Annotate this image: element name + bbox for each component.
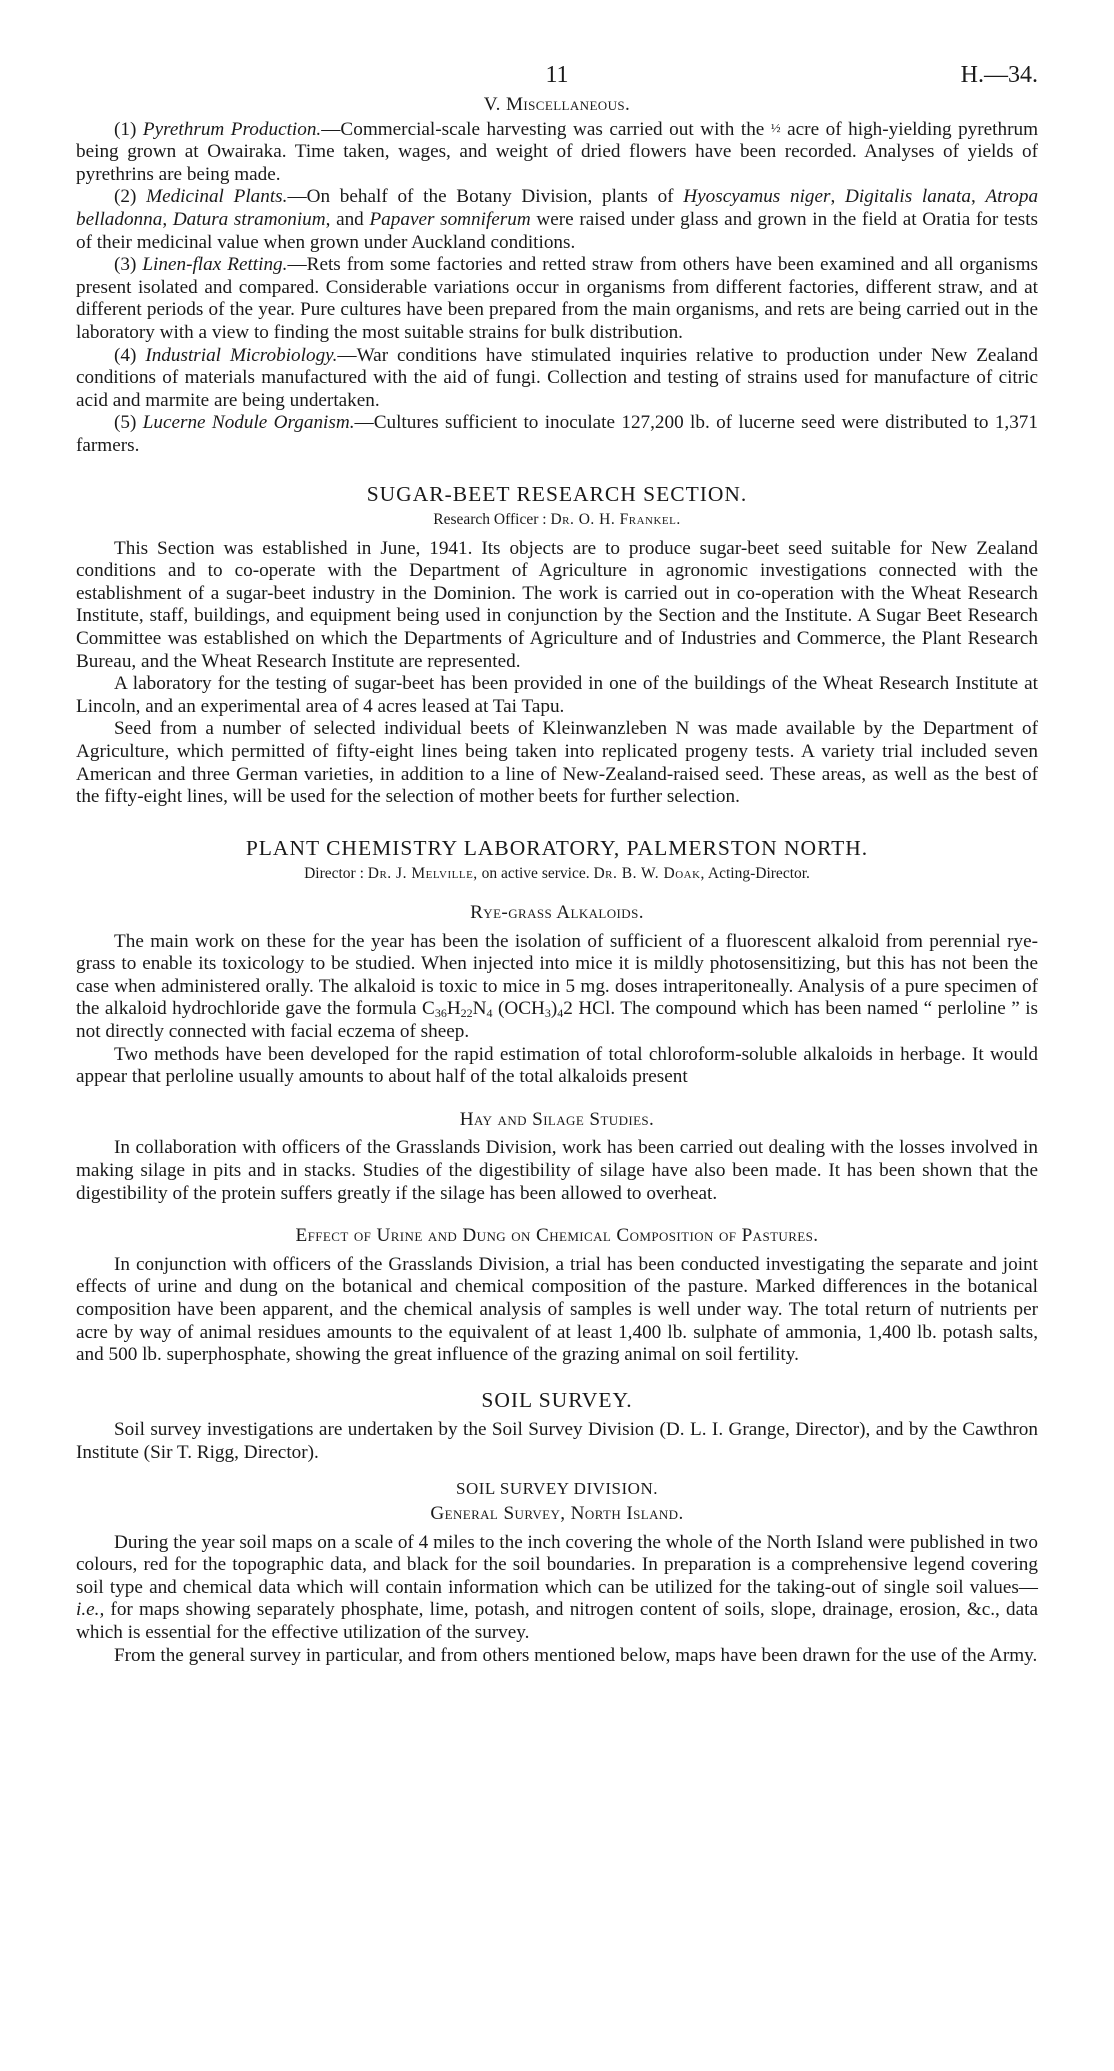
misc-item-2: (2) Medicinal Plants.—On behalf of the Botany Division, plants of Hyoscyamus niger, Digitalis lanata, Atropa belladonna, Datura stramonium, and Papaver somniferum were raised under glass and grown in the field at Oratia for tests of their medicinal value when grown under Auckland conditions. <box>76 186 1039 253</box>
fraction-half: ½ <box>770 119 781 135</box>
plantchem-staff: Director : Dr. J. Melville, on active service. Dr. B. W. Doak, Acting-Director. <box>304 865 810 883</box>
urine-para-1: In conjunction with officers of the Grasslands Division, a trial has been conducted investigating the separate and joint effects of urine and dung on the botanical and chemical composition of the pasture. Marked differences in the botanical composition have been apparent, and the chemical analysis of samples is well under way. The total return of nutrients per acre by way of animal residues amounts to the equivalent of at least 1,400 lb. sulphate of ammonia, 1,400 lb. potash salts, and 500 lb. superphosphate, showing the great influence of the grazing animal on soil fertility. <box>76 1253 1038 1366</box>
soil-para-3: From the general survey in particular, and from others mentioned below, maps have been drawn for the use of the Army. <box>114 1644 1038 1666</box>
soil-para-2: During the year soil maps on a scale of 4 miles to the inch covering the whole of the North Island were published in two colours, red for the topographic data, and black for the soil boundaries. In preparation is a comprehensive legend covering soil type and chemical data which will contain information which can be utilized for the taking-out of single soil values—i.e., for maps showing separately phosphate, lime, potash, and nitrogen content of soils, slope, drainage, erosion, &c., data which is essential for the effective utilization of the survey. <box>76 1531 1038 1644</box>
misc-item-5-title: Lucerne Nodule Organism. <box>142 412 355 434</box>
misc-item-5: (5) Lucerne Nodule Organism.—Cultures sufficient to inoculate 127,200 lb. of lucerne seed were distributed to 1,371 farmers. <box>76 412 1038 456</box>
misc-item-3: (3) Linen-flax Retting.—Rets from some factories and retted straw from others have been examined and all organisms present isolated and compared. Considerable variations occur in organisms from different factories, different straw, and at different periods of the year. Pure cultures have been prepared from the main organisms, and rets are being carried out in the laboratory with a view to finding the most suitable strains for bulk distribution. <box>76 254 1039 343</box>
misc-heading: V. Miscellaneous. <box>483 94 631 115</box>
sugarbeet-para-2: A laboratory for the testing of sugar-beet has been provided in one of the buildings of the Wheat Research Institute at Lincoln, and an experimental area of 4 acres leased at Tai Tapu. <box>76 673 1038 717</box>
chemical-formula: $C_{36}H_{22}N_4$ $(OCH_3)_42$ HCl. <box>422 998 616 1021</box>
plant-name: Digitalis lanata <box>845 186 971 208</box>
hay-heading: Hay and Silage Studies. <box>459 1108 655 1130</box>
soil-division-heading: SOIL SURVEY DIVISION. <box>456 1479 658 1499</box>
document-reference: H.—34. <box>960 62 1038 88</box>
ryegrass-para-2: Two methods have been developed for the rapid estimation of total chloroform-soluble alkaloids in herbage. It would appear that perloline usually amounts to about half of the total alkaloids present <box>76 1043 1038 1088</box>
misc-item-3-title: Linen-flax Retting. <box>142 254 288 276</box>
ryegrass-heading: Rye-grass Alkaloids. <box>470 902 644 923</box>
sugarbeet-para-3: Seed from a number of selected individual beets of Kleinwanzleben N was made available by the Department of Agriculture, which permitted of fifty-eight lines being taken into replicated progeny tests. A variety trial included seven American and three German varieties, in addition to a line of New-Zealand-raised seed. These areas, as well as the best of the fifty-eight lines, will be used for the selection of mother beets for further selection. <box>76 718 1038 808</box>
sugarbeet-heading: SUGAR-BEET RESEARCH SECTION. <box>366 481 748 506</box>
page-number: 11 <box>545 62 569 88</box>
sugarbeet-staff: Research Officer : Dr. O. H. Frankel. <box>433 511 681 529</box>
soil-heading: SOIL SURVEY. <box>481 1387 633 1412</box>
soil-para-1: Soil survey investigations are undertaken by the Soil Survey Division (D. L. I. Grange, Director), and by the Cawthron Institute (Sir T. Rigg, Director). <box>76 1419 1038 1463</box>
plantchem-heading: PLANT CHEMISTRY LABORATORY, PALMERSTON NORTH. <box>245 835 869 860</box>
urine-heading: Effect of Urine and Dung on Chemical Composition of Pastures. <box>295 1225 819 1247</box>
misc-item-4-title: Industrial Microbiology. <box>145 344 338 366</box>
misc-item-2-title: Medicinal Plants. <box>146 186 288 208</box>
general-survey-heading: General Survey, North Island. <box>430 1503 684 1525</box>
plant-name: Datura stramonium <box>172 208 326 230</box>
misc-item-1: (1) Pyrethrum Production.—Commercial-scale harvesting was carried out with the ½ acre of high-yielding pyrethrum being grown at Owairaka. Time taken, wages, and weight of dried flowers have been recorded. Analyses of yields of pyrethrins are being made. <box>76 118 1038 185</box>
sugarbeet-para-1: This Section was established in June, 1941. Its objects are to produce sugar-beet seed suitable for New Zealand conditions and to co-operate with the Department of Agriculture in agronomic investigations connected with the establishment of a sugar-beet industry in the Dominion. The work is carried out in co-operation with the Wheat Research Institute, staff, buildings, and equipment being used in conjunction by the Section and the Institute. A Sugar Beet Research Committee was established on which the Departments of Agriculture and of Industries and Commerce, the Plant Research Bureau, and the Wheat Research Institute are represented. <box>76 537 1038 672</box>
plant-name: Atropa belladonna <box>76 186 1039 230</box>
misc-item-4: (4) Industrial Microbiology.—War conditions have stimulated inquiries relative to production under New Zealand conditions of materials manufactured with the aid of fungi. Collection and testing of strains used for manufacture of citric acid and marmite are being undertaken. <box>76 344 1038 411</box>
page-header <box>76 60 1038 94</box>
plant-name: Hyoscyamus niger <box>683 186 831 208</box>
hay-para-1: In collaboration with officers of the Grasslands Division, work has been carried out dealing with the losses involved in making silage in pits and in stacks. Studies of the digestibility of silage have also been made. It has been shown that the digestibility of the protein suffers greatly if the silage has been allowed to overheat. <box>76 1137 1038 1204</box>
ryegrass-para-1: The main work on these for the year has been the isolation of sufficient of a fluorescent alkaloid from perennial rye-grass to enable its toxicology to be studied. When injected into mice it is mildly photosensitizing, but this has not been the case when administered orally. The alkaloid is toxic to mice in 5 mg. doses intraperitoneally. Analysis of a pure specimen of the alkaloid hydrochloride gave the formula $C_{36}H_{22}N_4$ $(OCH_3)_42$ HCl. The compound which has been named “ perloline ” is not directly connected with facial eczema of sheep. <box>76 930 1038 1042</box>
plant-name: Papaver somniferum <box>369 208 531 230</box>
misc-item-1-title: Pyrethrum Production. <box>142 118 322 140</box>
